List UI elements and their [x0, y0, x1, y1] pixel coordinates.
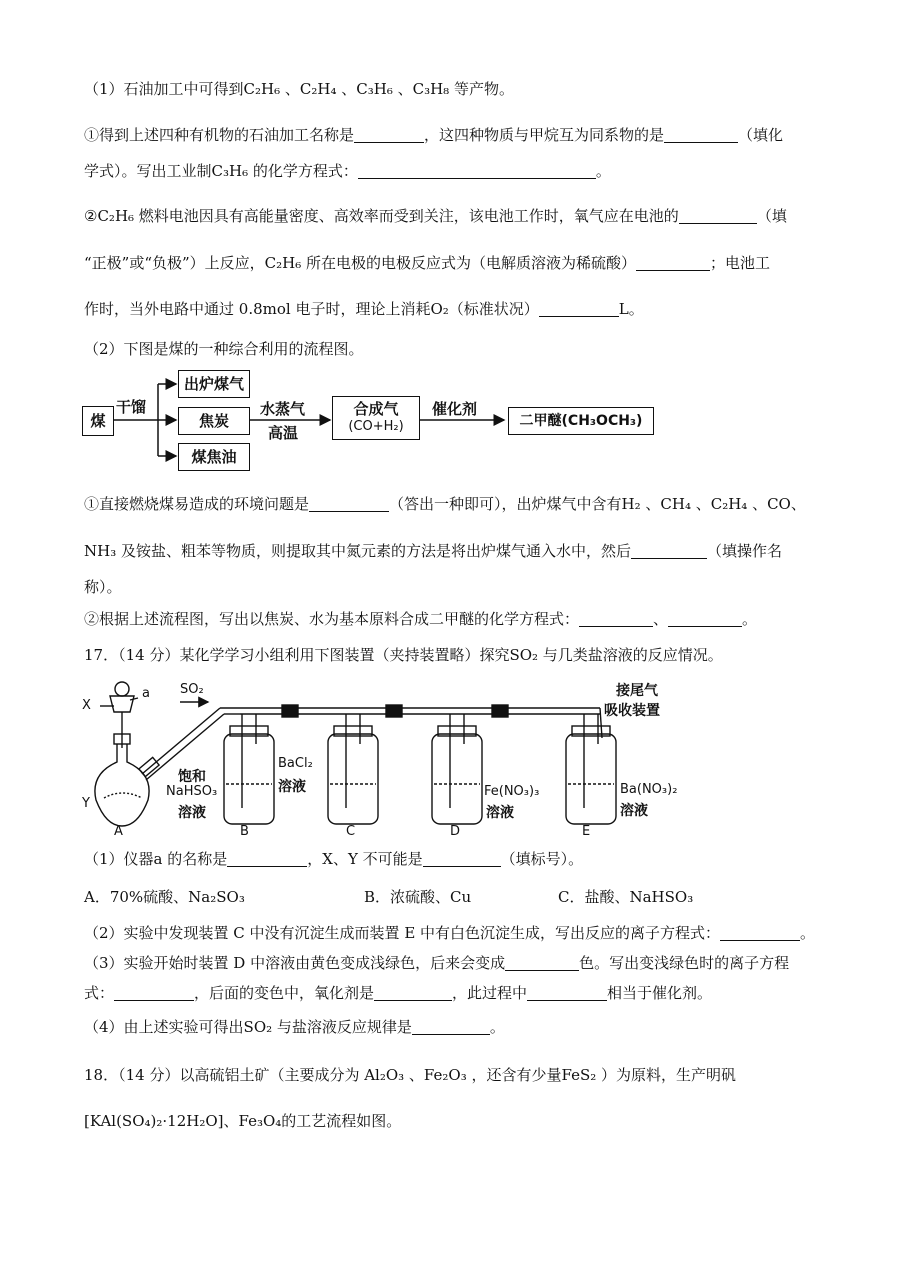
label-x: X: [82, 698, 91, 713]
q17-q2: [84, 922, 815, 944]
text: 色。写出变浅绿色时的离子方程: [579, 954, 790, 972]
text: ①直接燃烧煤易造成的环境问题是: [84, 495, 310, 513]
text: ，这四种物质与甲烷互为同系物的是: [424, 126, 665, 144]
answer-blank[interactable]: [354, 126, 424, 143]
text: L。: [618, 300, 644, 318]
text: 相当于催化剂。: [607, 984, 713, 1002]
text: ②根据上述流程图，写出以焦炭、水为基本原料合成二甲醚的化学方程式：: [84, 610, 580, 628]
q16-p1-b-line2: [84, 252, 770, 274]
q17-q4: [84, 1016, 505, 1038]
label-b1: 饱和: [178, 769, 206, 785]
label-A: A: [114, 824, 123, 839]
q17-title: 17．（14 分）某化学学习小组利用下图装置（夹持装置略）探究SO₂ 与几类盐溶液的反应情况。: [84, 646, 723, 664]
q16-p1-intro: （1）石油加工中可得到C₂H₆ 、C₂H₄ 、C₃H₆ 、C₃H₈ 等产物。: [84, 80, 514, 98]
answer-blank[interactable]: [720, 924, 800, 941]
text: （2）实验中发现装置 C 中没有沉淀生成而装置 E 中有白色沉淀生成，写出反应的离子方程式：: [84, 924, 721, 942]
q16-p1-b-line1: [84, 205, 787, 227]
answer-blank[interactable]: [423, 850, 501, 867]
text: “正极”或“负极”）上反应，C₂H₆ 所在电极的电极反应式为（电解质溶液为稀硫酸）: [84, 254, 637, 272]
label-e1: Ba(NO₃)₂: [620, 782, 678, 797]
text: ；电池工: [710, 254, 771, 272]
q18-line2: [KAl(SO₄)₂·12H₂O]、Fe₃O₄的工艺流程如图。: [84, 1112, 402, 1130]
label-y: Y: [82, 796, 90, 811]
label-B: B: [240, 824, 249, 839]
text: 。: [742, 610, 758, 628]
text: ，此过程中: [452, 984, 528, 1002]
option-a: A．70%硫酸、Na₂SO₃: [84, 888, 245, 906]
text: （填: [756, 207, 787, 225]
answer-blank[interactable]: [664, 126, 738, 143]
syngas-box: [332, 396, 420, 440]
text: ，后面的变色中，氧化剂是: [194, 984, 375, 1002]
text: （1）仪器a 的名称是: [84, 850, 228, 868]
answer-blank[interactable]: [527, 984, 607, 1001]
coke-box: 焦炭: [178, 407, 250, 435]
text: （填操作名: [707, 542, 783, 560]
label-e2: 溶液: [620, 803, 648, 819]
answer-blank[interactable]: [505, 954, 579, 971]
q17-q1: [84, 848, 583, 870]
tail-label-1: 接尾气: [616, 683, 658, 699]
q16-p2-a-line2: [84, 540, 782, 562]
text: （3）实验开始时装置 D 中溶液由黄色变成浅绿色，后来会变成: [84, 954, 506, 972]
dry-distill-label: 干馏: [116, 398, 147, 416]
furnace-gas-box: 出炉煤气: [178, 370, 250, 398]
answer-blank[interactable]: [309, 495, 389, 512]
text: 学式）。写出工业制C₃H₆ 的化学方程式：: [84, 162, 358, 180]
label-c2: 溶液: [278, 779, 306, 795]
q16-p2-a-line1: [84, 493, 806, 515]
label-E: E: [582, 824, 591, 839]
q16-p1-a-line1: [84, 124, 783, 146]
text: ②C₂H₆ 燃料电池因具有高能量密度、高效率而受到关注，该电池工作时，氧气应在电池的: [84, 207, 679, 225]
answer-blank[interactable]: [227, 850, 307, 867]
answer-blank[interactable]: [412, 1018, 490, 1035]
high-temp-label: 高温: [268, 424, 299, 442]
coal-flow-diagram: [80, 370, 660, 470]
answer-blank[interactable]: [114, 984, 194, 1001]
q16-p2-a-line3: 称）。: [84, 578, 122, 596]
answer-blank[interactable]: [374, 984, 452, 1001]
answer-blank[interactable]: [668, 610, 742, 627]
tail-label-2: 吸收装置: [604, 703, 660, 719]
answer-blank[interactable]: [631, 542, 707, 559]
label-b2: NaHSO₃: [166, 784, 218, 799]
answer-blank[interactable]: [358, 162, 596, 179]
label-so2: SO₂: [180, 682, 204, 697]
text: NH₃ 及铵盐、粗苯等物质，则提取其中氮元素的方法是将出炉煤气通入水中，然后: [84, 542, 631, 560]
q16-p1-a-line2: [84, 160, 611, 182]
text: （答出一种即可），出炉煤气中含有H₂ 、CH₄ 、C₂H₄ 、CO、: [389, 495, 806, 513]
text: （4）由上述实验可得出SO₂ 与盐溶液反应规律是: [84, 1018, 412, 1036]
answer-blank[interactable]: [539, 300, 619, 317]
label-c1: BaCl₂: [278, 756, 313, 771]
coal-tar-box: 煤焦油: [178, 443, 250, 471]
steam-label: 水蒸气: [260, 400, 306, 418]
text: 、: [653, 610, 669, 628]
q16-p2-intro: （2）下图是煤的一种综合利用的流程图。: [84, 340, 364, 358]
label-d2: 溶液: [486, 805, 514, 821]
text: ①得到上述四种有机物的石油加工名称是: [84, 126, 355, 144]
text: 。: [595, 162, 611, 180]
syngas-formula: (CO+H₂): [348, 419, 404, 434]
text: 。: [800, 924, 816, 942]
answer-blank[interactable]: [636, 254, 710, 271]
q16-p2-b-line: [84, 608, 757, 630]
label-b3: 溶液: [178, 805, 206, 821]
text: ，X、Y 不可能是: [307, 850, 423, 868]
label-a: a: [142, 686, 150, 701]
text: 作时，当外电路中通过 0.8mol 电子时，理论上消耗O₂（标准状况）: [84, 300, 539, 318]
label-d1: Fe(NO₃)₃: [484, 784, 540, 799]
q16-p1-b-line3: [84, 298, 644, 320]
q17-q3-line2: [84, 982, 712, 1004]
dme-box: 二甲醚(CH₃OCH₃): [508, 407, 654, 435]
syngas-label: 合成气: [353, 400, 399, 418]
text: 。: [489, 1018, 505, 1036]
text: （填化: [738, 126, 784, 144]
answer-blank[interactable]: [579, 610, 653, 627]
label-D: D: [450, 824, 461, 839]
option-c: C．盐酸、NaHSO₃: [558, 888, 694, 906]
q18-line1: 18．（14 分）以高硫铝土矿（主要成分为 Al₂O₃ 、Fe₂O₃ ，还含有少量FeS₂ ）为原料，生产明矾: [84, 1066, 737, 1084]
option-b: B．浓硫酸、Cu: [364, 888, 472, 906]
apparatus-diagram: [80, 678, 700, 846]
text: （填标号）。: [500, 850, 584, 868]
text: 式：: [84, 984, 115, 1002]
coal-box: 煤: [82, 406, 114, 436]
answer-blank[interactable]: [679, 207, 757, 224]
q17-q3-line1: [84, 952, 789, 974]
label-C: C: [346, 824, 356, 839]
catalyst-label: 催化剂: [432, 400, 478, 418]
